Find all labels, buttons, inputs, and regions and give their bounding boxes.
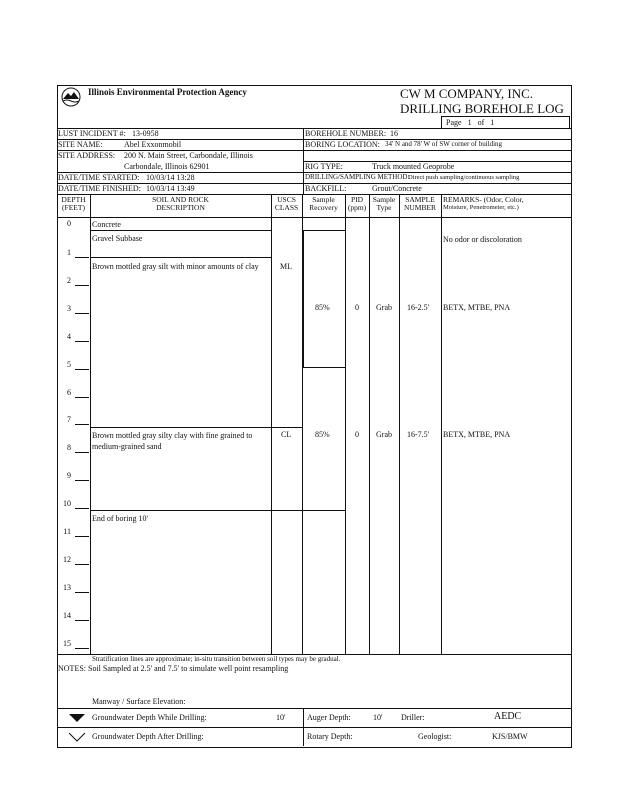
layer-description: Concrete [92,220,121,229]
groundwater-after-icon [68,729,86,747]
layer-description: Gravel Subbase [92,234,143,243]
layer-description: Brown mottled gray silty clay with fine grained to medium-grained sand [92,431,253,451]
stratification-note: Stratification lines are approximate; in-situ transition between soil types may be gradual. [92,655,341,663]
sample-pid: 0 [355,430,359,439]
layer-description: End of boring 10' [92,514,148,523]
log-title: DRILLING BOREHOLE LOG [400,101,564,116]
site-address-city: Carbondale, Illinois 62901 [124,162,210,171]
depth-label: 13 [63,583,71,592]
depth-label: 11 [63,527,71,536]
drilling-method-value: Direct push sampling/continuous sampling [408,174,520,181]
manway-label: Manway / Surface Elevation: [92,697,186,706]
col-sample-type: Sample Type [372,195,396,212]
depth-label: 3 [67,304,71,313]
depth-label: 7 [67,415,71,424]
depth-label: 8 [67,443,71,452]
rig-type-value: Truck mounted Geoprobe [372,162,455,171]
rotary-label: Rotary Depth: [307,732,353,741]
notes-text: Soil Sampled at 2.5' and 7.5' to simulate well point resampling [88,664,289,673]
depth-label: 14 [63,611,71,620]
sample-recovery: 85% [315,303,330,312]
sample-pid: 0 [355,303,359,312]
layer-description: Brown mottled gray silt with minor amounts of clay [92,262,259,271]
date-finished-value: 10/03/14 13:49 [146,184,195,193]
backfill-label: BACKFILL: [305,184,347,193]
borehole-value: 16 [390,129,398,138]
lust-value: 13-0958 [132,129,159,138]
col-recovery: Sample Recovery [309,195,338,212]
auger-label: Auger Depth: [307,713,351,722]
depth-label: 4 [67,332,71,341]
depth-label: 15 [63,639,71,648]
boring-location-value: 34' N and 78' W of SW corner of building [385,140,503,148]
col-remarks: REMARKS- (Odor, Color, Moisture, Penetrometer, etc.) [443,195,524,211]
auger-value: 10' [373,713,383,722]
backfill-value: Grout/Concrete [372,184,422,193]
site-name-label: SITE NAME: [58,140,103,149]
sample-type: Grab [376,303,392,312]
depth-label: 5 [67,360,71,369]
col-uscs: USCS CLASS [274,195,299,212]
col-sample-number: SAMPLE NUMBER [403,195,437,212]
uscs-class: CL [281,430,292,439]
remarks-text: No odor or discoloration [443,235,522,244]
gw-after-label: Groundwater Depth After Drilling: [92,732,204,741]
sample-number: 16-7.5' [407,430,430,439]
date-finished-label: DATE/TIME FINISHED: [58,184,141,193]
company-name: CW M COMPANY, INC. [400,86,534,101]
depth-label: 1 [67,248,71,257]
col-soil-description: SOIL AND ROCK DESCRIPTION [152,195,209,212]
date-started-value: 10/03/14 13:28 [146,173,195,182]
uscs-class: ML [280,262,292,271]
lust-label: LUST INCIDENT #: [58,129,126,138]
site-address-label: SITE ADDRESS: [58,151,116,160]
page-total: 1 [490,118,495,127]
depth-label: 0 [67,219,71,228]
sample-type: Grab [376,430,392,439]
site-name-value: Abel Exxonmobil [124,140,182,149]
depth-label: 10 [63,499,71,508]
notes-label: NOTES: [58,664,86,673]
site-address-value: 200 N. Main Street, Carbondale, Illinois [124,151,253,160]
page-of: of [477,118,485,127]
groundwater-while-icon [68,710,86,728]
date-started-label: DATE/TIME STARTED: [58,173,140,182]
driller-value: AEDC [494,711,522,722]
iepa-logo-icon [60,87,82,107]
page-number: 1 [467,118,472,127]
depth-label: 12 [63,555,71,564]
gw-while-value: 10' [276,713,286,722]
rig-type-label: RIG TYPE: [305,162,343,171]
depth-label: 6 [67,388,71,397]
sample-remarks: BETX, MTBE, PNA [443,303,511,312]
boring-location-label: BORING LOCATION: [305,140,380,149]
driller-label: Driller: [401,713,425,722]
sample-remarks: BETX, MTBE, PNA [443,430,511,439]
col-pid: PID (ppm) [347,195,367,212]
sample-recovery: 85% [315,430,330,439]
depth-label: 9 [67,471,71,480]
borehole-label: BOREHOLE NUMBER: [305,129,387,138]
agency-name: Illinois Environmental Protection Agency [88,87,247,97]
gw-while-label: Groundwater Depth While Drilling: [92,713,207,722]
depth-label: 2 [67,276,71,285]
sample-number: 16-2.5' [407,303,430,312]
geologist-value: KJS/BMW [492,732,528,741]
drilling-method-label: DRILLING/SAMPLING METHOD: [305,173,410,181]
geologist-label: Geologist: [418,732,452,741]
page-label: Page [446,118,462,127]
col-depth: DEPTH (FEET) [61,195,86,212]
